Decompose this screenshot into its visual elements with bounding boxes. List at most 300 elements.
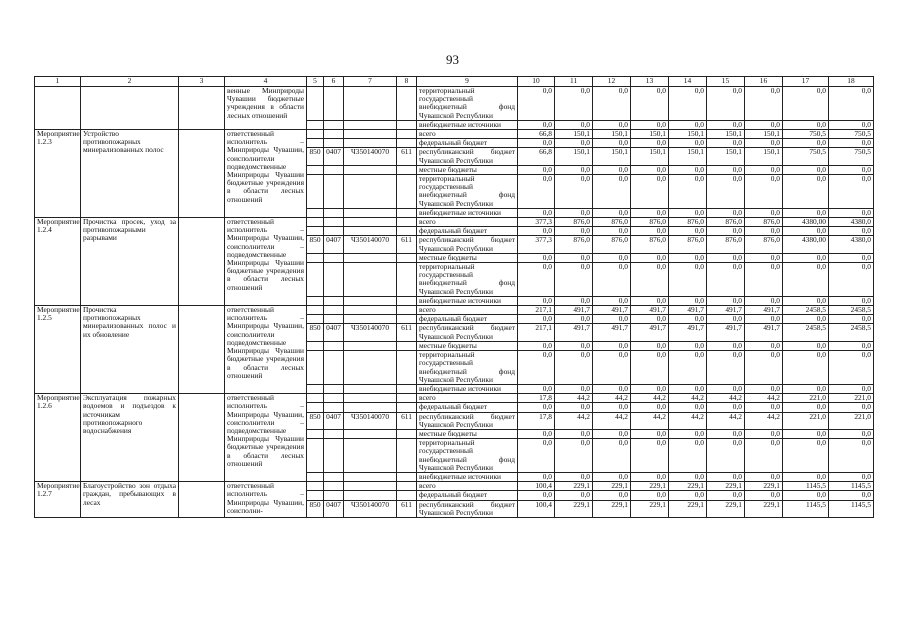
value-cell: 0,0 [829, 472, 874, 481]
funding-source: республиканский бюджет Чувашской Республики [417, 236, 518, 253]
value-cell: 0,0 [745, 429, 783, 438]
budget-code-cell [344, 175, 397, 209]
value-cell: 0,0 [518, 429, 555, 438]
value-cell: 2458,5 [783, 306, 829, 315]
value-cell: 0,0 [555, 341, 593, 350]
value-cell: 0,0 [669, 315, 707, 324]
column-number: 1 [35, 77, 81, 87]
value-cell: 0,0 [518, 227, 555, 236]
value-cell: 0,0 [783, 429, 829, 438]
column-number: 2 [81, 77, 179, 87]
budget-code-cell [397, 306, 417, 315]
funding-source: республиканский бюджет Чувашской Республики [417, 500, 518, 517]
budget-code-cell [344, 130, 397, 139]
value-cell: 0,0 [829, 439, 874, 473]
budget-code-cell [307, 403, 324, 412]
value-cell: 0,0 [783, 351, 829, 385]
column-number: 13 [631, 77, 669, 87]
budget-code-cell [397, 351, 417, 385]
value-cell: 0,0 [829, 208, 874, 217]
value-cell: 1145,5 [829, 500, 874, 517]
column-number: 5 [307, 77, 324, 87]
value-cell: 0,0 [593, 208, 631, 217]
value-cell: 0,0 [783, 139, 829, 148]
column-number: 9 [417, 77, 518, 87]
column-number: 7 [344, 77, 397, 87]
budget-code-cell [324, 263, 344, 297]
budget-code-cell [307, 296, 324, 305]
value-cell: 0,0 [555, 296, 593, 305]
measure-name-cell: Благоустройство зон отдыха граждан, пребывающих в лесах [81, 482, 179, 518]
value-cell: 750,5 [783, 130, 829, 139]
budget-code-cell [324, 351, 344, 385]
table-row [35, 130, 874, 139]
value-cell: 0,0 [669, 403, 707, 412]
value-cell: 0,0 [555, 175, 593, 209]
target-cell [179, 306, 225, 394]
budget-code-cell [324, 306, 344, 315]
value-cell: 229,1 [669, 482, 707, 491]
value-cell: 0,0 [829, 296, 874, 305]
funding-source: всего [417, 482, 518, 491]
funding-source: всего [417, 130, 518, 139]
budget-code-cell [397, 208, 417, 217]
value-cell: 0,0 [783, 491, 829, 500]
value-cell: 0,0 [707, 263, 745, 297]
funding-source: республиканский бюджет Чувашской Республики [417, 324, 518, 341]
funding-source: всего [417, 218, 518, 227]
value-cell: 0,0 [518, 439, 555, 473]
funding-source: местные бюджеты [417, 253, 518, 262]
table-row [35, 218, 874, 227]
value-cell: 491,7 [555, 324, 593, 341]
value-cell: 0,0 [829, 253, 874, 262]
value-cell: 0,0 [707, 439, 745, 473]
budget-code-cell [344, 87, 397, 121]
budget-code-cell [344, 394, 397, 403]
budget-code-cell [397, 227, 417, 236]
value-cell: 221,0 [829, 394, 874, 403]
value-cell: 0,0 [518, 296, 555, 305]
column-number: 6 [324, 77, 344, 87]
value-cell: 0,0 [745, 439, 783, 473]
value-cell: 0,0 [518, 341, 555, 350]
value-cell: 229,1 [745, 482, 783, 491]
value-cell: 0,0 [783, 120, 829, 129]
value-cell: 0,0 [669, 227, 707, 236]
budget-code-cell [307, 491, 324, 500]
budget-code-cell [307, 165, 324, 174]
budget-code-cell: 611 [397, 324, 417, 341]
budget-code-cell [324, 384, 344, 393]
value-cell: 491,7 [593, 324, 631, 341]
value-cell: 229,1 [593, 500, 631, 517]
value-cell: 0,0 [631, 439, 669, 473]
executor-cell: ответственный исполнитель – Минприроды Чувашии, соисполнители – подведомственные Минприроды Чувашии бюджетные учреждения в области лесных отношений [225, 394, 307, 482]
value-cell: 0,0 [707, 87, 745, 121]
value-cell: 0,0 [783, 315, 829, 324]
value-cell: 491,7 [745, 306, 783, 315]
value-cell: 229,1 [707, 482, 745, 491]
value-cell: 0,0 [555, 165, 593, 174]
value-cell: 0,0 [783, 208, 829, 217]
value-cell: 0,0 [593, 403, 631, 412]
value-cell: 0,0 [783, 341, 829, 350]
value-cell: 0,0 [783, 227, 829, 236]
value-cell: 876,0 [555, 218, 593, 227]
value-cell: 491,7 [707, 324, 745, 341]
budget-code-cell [324, 491, 344, 500]
value-cell: 229,1 [631, 500, 669, 517]
value-cell: 0,0 [593, 439, 631, 473]
value-cell: 876,0 [669, 236, 707, 253]
value-cell: 0,0 [555, 120, 593, 129]
budget-code-cell [307, 253, 324, 262]
value-cell: 150,1 [593, 130, 631, 139]
budget-code-cell [344, 384, 397, 393]
value-cell: 0,0 [669, 439, 707, 473]
value-cell: 0,0 [745, 87, 783, 121]
value-cell: 0,0 [669, 208, 707, 217]
value-cell: 0,0 [707, 472, 745, 481]
budget-code-cell: 0407 [324, 324, 344, 341]
value-cell: 0,0 [829, 351, 874, 385]
value-cell: 0,0 [745, 263, 783, 297]
value-cell: 0,0 [745, 315, 783, 324]
value-cell: 0,0 [631, 315, 669, 324]
budget-code-cell [307, 130, 324, 139]
value-cell: 876,0 [555, 236, 593, 253]
value-cell: 0,0 [669, 263, 707, 297]
value-cell: 0,0 [669, 341, 707, 350]
value-cell: 0,0 [783, 87, 829, 121]
value-cell: 100,4 [518, 482, 555, 491]
funding-source: федеральный бюджет [417, 139, 518, 148]
budget-table [34, 76, 874, 518]
value-cell: 2458,5 [829, 306, 874, 315]
table-row [35, 394, 874, 403]
value-cell: 150,1 [555, 148, 593, 165]
value-cell: 0,0 [593, 263, 631, 297]
budget-code-cell [344, 482, 397, 491]
value-cell: 0,0 [783, 263, 829, 297]
value-cell: 0,0 [745, 253, 783, 262]
budget-code-cell [397, 130, 417, 139]
value-cell: 876,0 [631, 218, 669, 227]
column-number: 17 [783, 77, 829, 87]
value-cell: 44,2 [593, 412, 631, 429]
value-cell: 0,0 [829, 341, 874, 350]
budget-code-cell [307, 87, 324, 121]
funding-source: внебюджетные источники [417, 120, 518, 129]
budget-code-cell [397, 175, 417, 209]
budget-code-cell [344, 439, 397, 473]
value-cell: 0,0 [593, 139, 631, 148]
budget-code-cell [307, 315, 324, 324]
target-cell [179, 394, 225, 482]
budget-code-cell [397, 472, 417, 481]
value-cell: 0,0 [555, 429, 593, 438]
value-cell: 0,0 [707, 384, 745, 393]
column-number: 16 [745, 77, 783, 87]
value-cell: 44,2 [669, 412, 707, 429]
table-row [35, 306, 874, 315]
budget-code-cell [397, 253, 417, 262]
value-cell: 0,0 [593, 491, 631, 500]
value-cell: 0,0 [631, 429, 669, 438]
value-cell: 0,0 [631, 384, 669, 393]
value-cell: 491,7 [669, 306, 707, 315]
value-cell: 44,2 [669, 394, 707, 403]
value-cell: 0,0 [745, 472, 783, 481]
budget-code-cell [344, 263, 397, 297]
budget-code-cell [344, 139, 397, 148]
value-cell: 0,0 [669, 429, 707, 438]
value-cell: 0,0 [829, 175, 874, 209]
value-cell: 0,0 [555, 491, 593, 500]
budget-code-cell [324, 439, 344, 473]
budget-code-cell [307, 341, 324, 350]
value-cell: 44,2 [555, 394, 593, 403]
value-cell: 66,8 [518, 130, 555, 139]
value-cell: 0,0 [555, 253, 593, 262]
value-cell: 0,0 [783, 296, 829, 305]
value-cell: 1145,5 [783, 500, 829, 517]
value-cell: 0,0 [631, 491, 669, 500]
value-cell: 150,1 [745, 148, 783, 165]
value-cell: 0,0 [555, 227, 593, 236]
value-cell: 0,0 [593, 253, 631, 262]
budget-code-cell [307, 306, 324, 315]
budget-code-cell [324, 208, 344, 217]
value-cell: 229,1 [593, 482, 631, 491]
value-cell: 491,7 [745, 324, 783, 341]
value-cell: 0,0 [518, 208, 555, 217]
value-cell: 0,0 [707, 491, 745, 500]
value-cell: 150,1 [707, 148, 745, 165]
value-cell: 0,0 [745, 351, 783, 385]
value-cell: 44,2 [631, 394, 669, 403]
value-cell: 0,0 [829, 263, 874, 297]
value-cell: 876,0 [707, 218, 745, 227]
value-cell: 0,0 [555, 351, 593, 385]
funding-source: внебюджетные источники [417, 472, 518, 481]
value-cell: 0,0 [783, 175, 829, 209]
table-row [35, 482, 874, 491]
budget-code-cell [344, 296, 397, 305]
measure-name-cell [81, 87, 179, 130]
value-cell: 0,0 [631, 296, 669, 305]
column-number: 15 [707, 77, 745, 87]
value-cell: 0,0 [555, 315, 593, 324]
value-cell: 0,0 [631, 120, 669, 129]
value-cell: 876,0 [669, 218, 707, 227]
budget-code-cell [344, 491, 397, 500]
value-cell: 0,0 [631, 227, 669, 236]
value-cell: 0,0 [669, 120, 707, 129]
value-cell: 0,0 [745, 296, 783, 305]
value-cell: 876,0 [745, 218, 783, 227]
target-cell [179, 482, 225, 518]
value-cell: 0,0 [518, 403, 555, 412]
value-cell: 4380,0 [829, 236, 874, 253]
budget-code-cell [397, 87, 417, 121]
value-cell: 0,0 [707, 165, 745, 174]
value-cell: 876,0 [593, 236, 631, 253]
value-cell: 2458,5 [783, 324, 829, 341]
budget-code-cell [307, 482, 324, 491]
budget-code-cell: 850 [307, 324, 324, 341]
budget-code-cell [344, 227, 397, 236]
value-cell: 0,0 [518, 253, 555, 262]
budget-code-cell [397, 263, 417, 297]
budget-code-cell: 850 [307, 500, 324, 517]
value-cell: 0,0 [829, 87, 874, 121]
value-cell: 229,1 [745, 500, 783, 517]
measure-name-cell: Эксплуатация пожарных водоемов и подъездов к источникам противопожарного водоснабжения [81, 394, 179, 482]
budget-code-cell [397, 296, 417, 305]
budget-code-cell: 611 [397, 148, 417, 165]
value-cell: 17,8 [518, 394, 555, 403]
budget-code-cell [397, 394, 417, 403]
column-number: 10 [518, 77, 555, 87]
value-cell: 44,2 [745, 412, 783, 429]
budget-code-cell [307, 208, 324, 217]
value-cell: 0,0 [745, 341, 783, 350]
budget-code-cell [397, 165, 417, 174]
budget-code-cell [397, 139, 417, 148]
value-cell: 0,0 [745, 227, 783, 236]
measure-number-cell: Мероприятие 1.2.5 [35, 306, 81, 394]
value-cell: 0,0 [745, 165, 783, 174]
value-cell: 0,0 [631, 403, 669, 412]
value-cell: 44,2 [707, 394, 745, 403]
value-cell: 0,0 [745, 384, 783, 393]
budget-code-cell [324, 218, 344, 227]
budget-code-cell [307, 263, 324, 297]
value-cell: 0,0 [783, 472, 829, 481]
value-cell: 0,0 [593, 384, 631, 393]
value-cell: 876,0 [707, 236, 745, 253]
value-cell: 0,0 [631, 165, 669, 174]
value-cell: 491,7 [631, 324, 669, 341]
value-cell: 0,0 [669, 296, 707, 305]
budget-code-cell [307, 394, 324, 403]
budget-code-cell [324, 403, 344, 412]
value-cell: 0,0 [518, 120, 555, 129]
budget-code-cell [344, 472, 397, 481]
value-cell: 0,0 [669, 491, 707, 500]
value-cell: 0,0 [707, 315, 745, 324]
value-cell: 0,0 [669, 253, 707, 262]
column-number: 12 [593, 77, 631, 87]
budget-code-cell [324, 472, 344, 481]
value-cell: 0,0 [707, 120, 745, 129]
value-cell: 0,0 [518, 263, 555, 297]
budget-code-cell [307, 139, 324, 148]
value-cell: 0,0 [707, 139, 745, 148]
value-cell: 229,1 [555, 500, 593, 517]
value-cell: 491,7 [669, 324, 707, 341]
budget-code-cell: Ч350140070 [344, 500, 397, 517]
budget-code-cell [324, 253, 344, 262]
budget-code-cell: 850 [307, 236, 324, 253]
value-cell: 0,0 [829, 429, 874, 438]
funding-source: местные бюджеты [417, 341, 518, 350]
funding-source: внебюджетные источники [417, 208, 518, 217]
page-number: 93 [446, 52, 459, 67]
value-cell: 0,0 [593, 175, 631, 209]
column-number: 4 [225, 77, 307, 87]
value-cell: 2458,5 [829, 324, 874, 341]
value-cell: 0,0 [518, 351, 555, 385]
value-cell: 150,1 [631, 148, 669, 165]
value-cell: 150,1 [707, 130, 745, 139]
value-cell: 0,0 [783, 403, 829, 412]
value-cell: 0,0 [593, 227, 631, 236]
value-cell: 0,0 [669, 351, 707, 385]
value-cell: 229,1 [631, 482, 669, 491]
budget-code-cell [344, 429, 397, 438]
value-cell: 0,0 [593, 315, 631, 324]
target-cell [179, 218, 225, 306]
budget-code-cell [307, 120, 324, 129]
value-cell: 150,1 [593, 148, 631, 165]
value-cell: 0,0 [669, 175, 707, 209]
target-cell [179, 87, 225, 130]
value-cell: 0,0 [829, 403, 874, 412]
budget-code-cell [397, 218, 417, 227]
budget-code-cell: 611 [397, 412, 417, 429]
budget-code-cell: Ч350140070 [344, 412, 397, 429]
value-cell: 66,8 [518, 148, 555, 165]
column-number: 14 [669, 77, 707, 87]
value-cell: 0,0 [518, 472, 555, 481]
funding-source: территориальный государственный внебюджетный фонд Чувашской Республики [417, 175, 518, 209]
funding-source: республиканский бюджет Чувашской Республики [417, 148, 518, 165]
value-cell: 221,0 [783, 394, 829, 403]
funding-source: территориальный государственный внебюджетный фонд Чувашской Республики [417, 439, 518, 473]
executor-cell: ответственный исполнитель – Минприроды Чувашии, соисполнители подведомственные Минприроды Чувашии бюджетные учреждения в области лесных отношений [225, 306, 307, 394]
value-cell: 0,0 [829, 315, 874, 324]
funding-source: территориальный государственный внебюджетный фонд Чувашской Республики [417, 351, 518, 385]
budget-code-cell [307, 227, 324, 236]
value-cell: 0,0 [783, 384, 829, 393]
value-cell: 4380,0 [829, 218, 874, 227]
value-cell: 0,0 [631, 139, 669, 148]
executor-cell: ответственный исполнитель – Минприроды Чувашии, соисполнители – подведомственные Минприроды Чувашии бюджетные учреждения в области лесных отношений [225, 218, 307, 306]
value-cell: 377,3 [518, 236, 555, 253]
value-cell: 0,0 [745, 208, 783, 217]
value-cell: 0,0 [707, 253, 745, 262]
value-cell: 100,4 [518, 500, 555, 517]
value-cell: 0,0 [631, 175, 669, 209]
value-cell: 44,2 [707, 412, 745, 429]
value-cell: 0,0 [631, 253, 669, 262]
budget-code-cell: Ч350140070 [344, 324, 397, 341]
value-cell: 0,0 [593, 165, 631, 174]
value-cell: 44,2 [555, 412, 593, 429]
value-cell: 150,1 [669, 130, 707, 139]
budget-code-cell [307, 351, 324, 385]
budget-code-cell [307, 175, 324, 209]
executor-cell: ответственный исполнитель – Минприроды Чувашии, соисполнители подведомственные Минприроды Чувашии бюджетные учреждения в области лесных отношений [225, 130, 307, 218]
value-cell: 876,0 [593, 218, 631, 227]
value-cell: 0,0 [631, 87, 669, 121]
budget-code-cell: Ч350140070 [344, 148, 397, 165]
funding-source: республиканский бюджет Чувашской Республики [417, 412, 518, 429]
budget-code-cell [344, 253, 397, 262]
